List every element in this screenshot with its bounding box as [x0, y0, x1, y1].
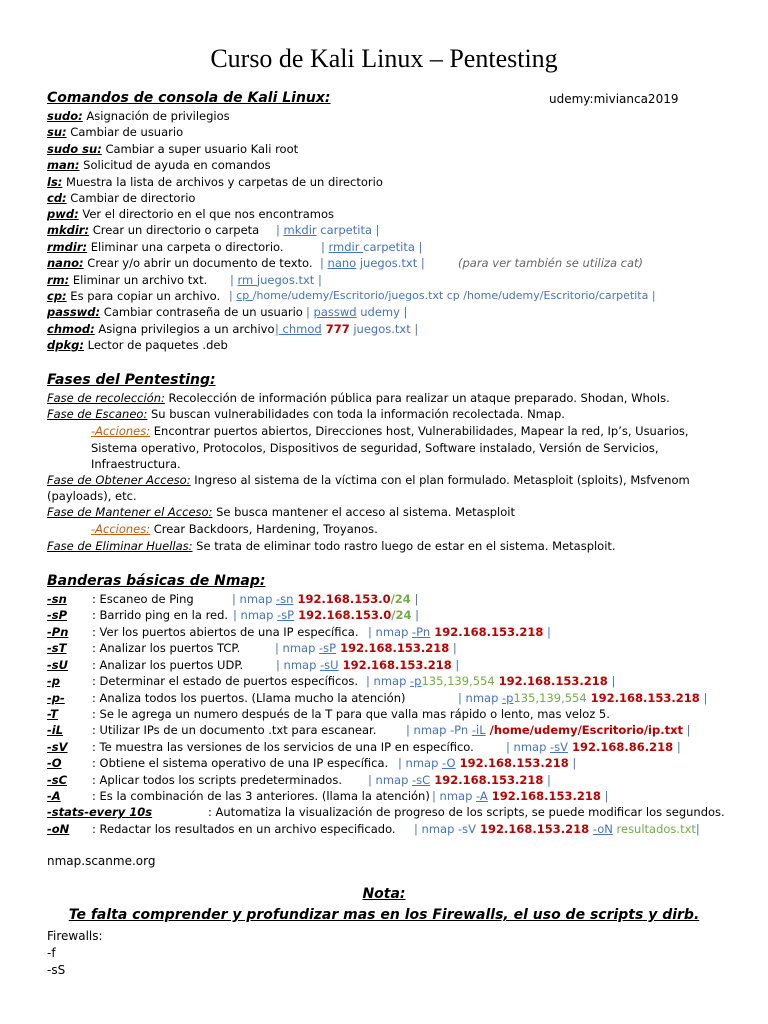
phase-key: Fase de recolección:	[47, 391, 165, 405]
nano-note: (para ver también se utiliza cat)	[458, 256, 644, 270]
flag-key: -T	[47, 707, 58, 721]
example-passwd: | passwd udemy |	[306, 305, 408, 319]
flag-example: | nmap -sV 192.168.86.218 |	[506, 740, 681, 754]
cmd-key: ls:	[47, 175, 63, 189]
flag-example: | nmap -sC 192.168.153.218 |	[368, 773, 551, 787]
ex-ports: 135,139,554	[421, 674, 495, 688]
cmd-line-sudo	[47, 108, 230, 124]
example-chmod: | chmod 777 juegos.txt |	[275, 322, 419, 336]
cmd-desc: Es para copiar un archivo.	[66, 289, 221, 303]
cmd-desc: Crear y/o abrir un documento de texto.	[83, 256, 313, 270]
ex-arg: juegos.txt	[356, 256, 418, 270]
ex-arg: juegos.txt	[349, 322, 411, 336]
cmd-desc: Eliminar un archivo txt.	[69, 273, 208, 287]
ex-ip: 192.168.153.218	[336, 641, 450, 655]
firewalls-heading: Firewalls:	[47, 929, 103, 943]
cmd-key: cd:	[47, 191, 67, 205]
ex-cmd: cp	[236, 289, 253, 302]
phase-escaneo	[47, 406, 565, 422]
ex-ip: 192.168.153.218	[430, 773, 544, 787]
ex-ip: 192.168.153.218	[494, 674, 608, 688]
example-nano: | nano juegos.txt |	[320, 256, 425, 270]
flag-example: | nmap -sV 192.168.153.218 -oN resultados.txt|	[414, 822, 700, 836]
flag-key: -O	[47, 756, 62, 770]
cmd-line-cp	[47, 288, 220, 304]
flag-example: | nmap -Pn 192.168.153.218 |	[368, 625, 551, 639]
phase-obtener-acceso-2: (payloads), etc.	[47, 489, 137, 503]
note-heading: Nota:	[362, 886, 406, 902]
cmd-line-rm	[47, 272, 207, 288]
ex-nmap: nmap	[239, 592, 277, 606]
ex-flag: -sV	[550, 740, 569, 754]
cmd-line-mkdir	[47, 222, 259, 238]
ex-nmap: nmap	[465, 691, 503, 705]
cmd-key: nano:	[47, 256, 84, 270]
cmd-desc: Solicitud de ayuda en comandos	[79, 158, 271, 172]
phase-escaneo-acciones-3: Infraestructura.	[91, 457, 181, 471]
phase-mantener-acceso	[47, 504, 515, 520]
cmd-desc: Cambiar de usuario	[66, 125, 184, 139]
ex-mask: /24	[391, 608, 412, 622]
ex-nmap: nmap	[375, 773, 413, 787]
ex-ip: 192.168.86.218	[568, 740, 674, 754]
flag-desc: : Analiza todos los puertos. (Llama mucho la atención)	[92, 691, 406, 705]
flag-key: -Pn	[47, 625, 69, 639]
flag-desc: : Escaneo de Ping	[92, 592, 194, 606]
example-rmdir: | rmdir carpetita |	[321, 240, 423, 254]
ex-ip: 192.168.153.218	[338, 658, 452, 672]
acciones-desc: Crear Backdoors, Hardening, Troyanos.	[150, 522, 378, 536]
ex-ip: 192.168.153.218	[476, 822, 590, 836]
flag-key: -sC	[47, 773, 68, 787]
cmd-line-dpkg	[47, 337, 228, 353]
section-heading-phases: Fases del Pentesting:	[47, 372, 216, 388]
flag-desc: : Redactar los resultados en un archivo especificado.	[92, 822, 396, 836]
phase-escaneo-acciones	[91, 423, 689, 439]
ex-nmap: nmap -Pn	[413, 723, 472, 737]
flag-key: -sT	[47, 641, 67, 655]
cmd-desc: Cambiar de directorio	[66, 191, 196, 205]
flag-example: | nmap -O 192.168.153.218 |	[398, 756, 577, 770]
ex-ports: 135,139,554	[513, 691, 587, 705]
flag-desc: : Automatiza la visualización de progreso de los scripts, se puede modificar los segundos.	[208, 805, 725, 819]
cmd-key: chmod:	[47, 322, 95, 336]
flag-key: -sU	[47, 658, 68, 672]
ex-ip: 192.168.153.0	[294, 608, 392, 622]
ex-flag: -O	[442, 756, 456, 770]
ex-nmap: nmap	[405, 756, 443, 770]
phase-desc: Se busca mantener el acceso al sistema. Metasploit	[212, 505, 515, 519]
phase-desc: Ingreso al sistema de la víctima con el plan formulado. Metasploit (sploits), Msfvenom	[190, 473, 690, 487]
example-rm: | rm juegos.txt |	[230, 273, 322, 287]
cmd-key: su:	[47, 125, 67, 139]
acciones-label: -Acciones:	[91, 522, 151, 536]
ex-nmap: nmap	[282, 641, 320, 655]
flag-desc: : Te muestra las versiones de los servicios de una IP en específico.	[92, 740, 474, 754]
flag-desc: : Ver los puertos abiertos de una IP específica.	[92, 625, 359, 639]
ex-flag: -sn	[276, 592, 294, 606]
flag-desc: : Utilizar IPs de un documento .txt para escanear.	[92, 723, 377, 737]
flag-example: | nmap -p135,139,554 192.168.153.218 |	[458, 691, 708, 705]
flag-example: | nmap -sn 192.168.153.0/24 |	[232, 592, 419, 606]
ex-arg: juegos.txt	[256, 273, 315, 287]
firewall-option: -f	[47, 946, 56, 960]
flag-key: -sV	[47, 740, 68, 754]
cmd-desc: Cambiar contraseña de un usuario	[100, 305, 303, 319]
acciones-label: -Acciones:	[91, 424, 151, 438]
phase-escaneo-acciones-2: Sistema operativo, Protocolos, Dispositivos de seguridad, Software instalado, Versión de Servicios,	[91, 441, 659, 455]
ex-cmd: chmod	[278, 322, 322, 336]
flag-key: -iL	[47, 723, 64, 737]
section-heading-nmap: Banderas básicas de Nmap:	[47, 573, 266, 589]
cmd-key: dpkg:	[47, 338, 84, 352]
flag-desc: : Obtiene el sistema operativo de una IP específica.	[92, 756, 389, 770]
phase-key: Fase de Eliminar Huellas:	[47, 539, 193, 553]
cmd-key: sudo su:	[47, 142, 102, 156]
cmd-line-chmod	[47, 321, 275, 337]
phase-key: Fase de Mantener el Acceso:	[47, 505, 213, 519]
ex-arg: carpetita	[363, 240, 415, 254]
ex-file: resultados.txt	[612, 822, 696, 836]
phase-desc: Su buscan vulnerabilidades con toda la información recolectada. Nmap.	[147, 407, 565, 421]
phase-desc: Recolección de información pública para realizar un ataque preparado. Shodan, WhoIs.	[164, 391, 670, 405]
flag-example: | nmap -sP 192.168.153.0/24 |	[233, 608, 419, 622]
flag-desc: : Analizar los puertos TCP.	[92, 641, 241, 655]
ex-nmap: nmap	[513, 740, 551, 754]
ex-ip: 192.168.153.218	[586, 691, 700, 705]
phase-key: Fase de Escaneo:	[47, 407, 148, 421]
ex-flag: -Pn	[412, 625, 431, 639]
cmd-line-nano	[47, 255, 313, 271]
ex-ip: 192.168.153.218	[455, 756, 569, 770]
flag-key: -sP	[47, 608, 68, 622]
flag-example: | nmap -Pn -iL /home/udemy/Escritorio/ip.txt |	[406, 723, 691, 737]
flag-desc: : Analizar los puertos UDP.	[92, 658, 244, 672]
cmd-desc: Lector de paquetes .deb	[83, 338, 228, 352]
cmd-key: pwd:	[47, 207, 79, 221]
ex-flag: -sC	[412, 773, 431, 787]
cmd-key: mkdir:	[47, 223, 90, 237]
cmd-key: sudo:	[47, 109, 83, 123]
ex-cmd: mkdir	[283, 223, 317, 237]
ex-flag: -oN	[592, 822, 613, 836]
ex-perm: 777	[321, 322, 350, 336]
ex-mask: /24	[390, 592, 411, 606]
cmd-line-rmdir	[47, 239, 284, 255]
phase-mantener-acciones	[91, 521, 378, 537]
cmd-line-ls	[47, 174, 383, 190]
cmd-key: man:	[47, 158, 80, 172]
phase-recoleccion	[47, 390, 670, 406]
ex-flag: -iL	[471, 723, 486, 737]
ex-flag: -A	[476, 789, 488, 803]
example-cp: | cp /home/udemy/Escritorio/juegos.txt cp /home/udemy/Escritorio/carpetita |	[229, 289, 656, 302]
phase-desc: Se trata de eliminar todo rastro luego de estar en el sistema. Metasploit.	[192, 539, 616, 553]
flag-key: -p-	[47, 691, 65, 705]
flag-desc: : Determinar el estado de puertos específicos.	[92, 674, 359, 688]
flag-key: -oN	[47, 822, 70, 836]
cmd-key: rm:	[47, 273, 70, 287]
ex-nmap: nmap -sV	[421, 822, 477, 836]
flag-key: -A	[47, 789, 61, 803]
phase-key: Fase de Obtener Acceso:	[47, 473, 191, 487]
ex-cmd: passwd	[313, 305, 357, 319]
flag-example: | nmap -sP 192.168.153.218 |	[275, 641, 457, 655]
ex-flag: -sP	[277, 608, 295, 622]
acciones-desc: Encontrar puertos abiertos, Direcciones host, Vulnerabilidades, Mapear la red, Ip’s, Usuarios,	[150, 424, 689, 438]
ex-flag: -sP	[319, 641, 337, 655]
flag-desc: : Barrido ping en la red.	[92, 608, 229, 622]
ex-cmd: rm	[237, 273, 257, 287]
cmd-desc: Asignación de privilegios	[82, 109, 230, 123]
ex-ip: 192.168.153.218	[487, 789, 601, 803]
flag-key: -sn	[47, 592, 67, 606]
flag-example: | nmap -A 192.168.153.218 |	[432, 789, 609, 803]
cmd-key: rmdir:	[47, 240, 88, 254]
note-text: Te falta comprender y profundizar mas en los Firewalls, el uso de scripts y dirb.	[68, 907, 700, 923]
scanme-host: nmap.scanme.org	[47, 854, 156, 868]
flag-example: | nmap -p135,139,554 192.168.153.218 |	[366, 674, 616, 688]
cmd-desc: Crear un directorio o carpeta	[89, 223, 260, 237]
cmd-line-man	[47, 157, 271, 173]
ex-flag: -p	[502, 691, 514, 705]
phase-eliminar-huellas	[47, 538, 616, 554]
ex-nmap: nmap	[283, 658, 321, 672]
example-mkdir: | mkdir carpetita |	[276, 223, 380, 237]
ex-arg: udemy	[356, 305, 400, 319]
cmd-line-sudo-su	[47, 141, 298, 157]
cmd-desc: Asigna privilegios a un archivo	[94, 322, 275, 336]
ex-nmap: nmap	[375, 625, 413, 639]
ex-nmap: nmap	[240, 608, 278, 622]
ex-nmap: nmap	[373, 674, 411, 688]
flag-desc: : Aplicar todos los scripts predeterminados.	[92, 773, 342, 787]
cmd-key: passwd:	[47, 305, 101, 319]
phase-obtener-acceso	[47, 472, 690, 488]
flag-key: -stats-every 10s	[47, 805, 153, 819]
ex-flag: -sU	[320, 658, 339, 672]
cmd-desc: Cambiar a super usuario Kali root	[101, 142, 299, 156]
flag-example: | nmap -sU 192.168.153.218 |	[276, 658, 460, 672]
udemy-tag: udemy:mivianca2019	[549, 92, 679, 106]
cmd-desc: Muestra la lista de archivos y carpetas de un directorio	[62, 175, 383, 189]
ex-cmd: nano	[327, 256, 357, 270]
cmd-line-cd	[47, 190, 195, 206]
section-heading-commands: Comandos de consola de Kali Linux:	[47, 90, 331, 106]
ex-ip: 192.168.153.218	[430, 625, 544, 639]
ex-arg: /home/udemy/Escritorio/juegos.txt cp /home/udemy/Escritorio/carpetita	[252, 289, 649, 302]
cmd-desc: Ver el directorio en el que nos encontramos	[78, 207, 334, 221]
cmd-line-su	[47, 124, 183, 140]
ex-cmd: rmdir	[328, 240, 364, 254]
ex-path: /home/udemy/Escritorio/ip.txt	[485, 723, 683, 737]
page-title: Curso de Kali Linux – Pentesting	[210, 44, 558, 73]
cmd-line-passwd	[47, 304, 303, 320]
flag-key: -p	[47, 674, 61, 688]
ex-nmap: nmap	[439, 789, 477, 803]
flag-desc: : Se le agrega un numero después de la T para que valla mas rápido o lento, mas veloz 5.	[92, 707, 610, 721]
ex-ip: 192.168.153.0	[293, 592, 391, 606]
cmd-desc: Eliminar una carpeta o directorio.	[87, 240, 284, 254]
firewall-option: -sS	[47, 963, 66, 977]
cmd-key: cp:	[47, 289, 67, 303]
cmd-line-pwd	[47, 206, 334, 222]
flag-desc: : Es la combinación de las 3 anteriores. (llama la atención)	[92, 789, 430, 803]
ex-arg: carpetita	[316, 223, 373, 237]
ex-flag: -p	[410, 674, 422, 688]
